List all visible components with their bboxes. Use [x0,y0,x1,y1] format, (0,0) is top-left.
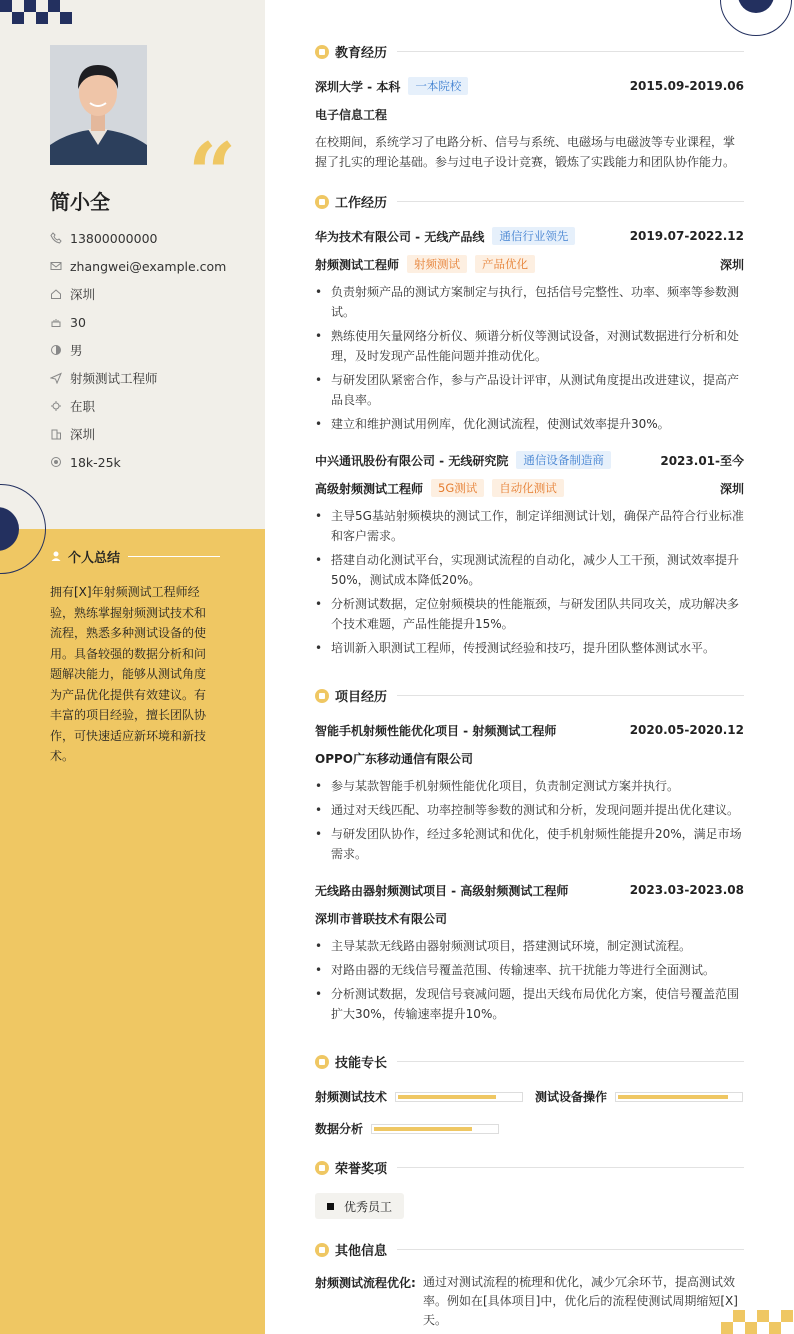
quote-mark: “ [188,124,237,223]
ring-decoration [720,0,792,36]
list-item: • 培训新入职测试工程师，传授测试经验和技巧，提升团队整体测试水平。 [315,638,744,658]
mail-icon [50,260,62,272]
info-city: 深圳 [50,280,260,308]
role-tag: 产品优化 [475,255,535,273]
work-icon [315,195,329,209]
square-bullet-icon [327,1203,334,1210]
job-role-row: 射频测试工程师 射频测试 产品优化 深圳 [315,257,744,272]
education-row: 深圳大学 - 本科 一本院校 2015.09-2019.06 [315,79,744,94]
home-icon [50,288,62,300]
avatar [50,45,147,165]
info-gender: 男 [50,336,260,364]
education-icon [315,45,329,59]
info-email: zhangwei@example.com [50,252,260,280]
profile-name: 简小全 [50,190,110,214]
list-item: • 建立和维护测试用例库，优化测试流程，使测试效率提升30%。 [315,414,744,434]
list-item: • 参与某款智能手机射频性能优化项目，负责制定测试方案并执行。 [315,776,744,796]
info-location: 深圳 [50,420,260,448]
other-label: 射频测试流程优化: [315,1276,416,1290]
skill-item: 测试设备操作 [535,1088,743,1105]
list-item: • 对路由器的无线信号覆盖范围、传输速率、抗干扰能力等进行全面测试。 [315,960,744,980]
role-tag: 5G测试 [431,479,484,497]
major-row: 电子信息工程 [315,107,388,122]
job-role-row: 高级射频测试工程师 5G测试 自动化测试 深圳 [315,481,744,496]
job-company-row: 华为技术有限公司 - 无线产品线 通信行业领先 2019.07-2022.12 [315,229,744,244]
project-row: 无线路由器射频测试项目 - 高级射频测试工程师 2023.03-2023.08 [315,883,744,898]
list-item: • 通过对天线匹配、功率控制等参数的测试和分析，发现问题并提出优化建议。 [315,800,744,820]
info-status: 在职 [50,392,260,420]
info-salary: 18k-25k [50,448,260,476]
info-age: 30 [50,308,260,336]
list-item: • 与研发团队紧密合作，参与产品设计评审，从测试角度提出改进建议，提高产品良率。 [315,370,744,410]
summary-text: 拥有[X]年射频测试工程师经验，熟练掌握射频测试技术和流程，熟悉多种测试设备的使用。具备较强的数据分析和问题解决能力，能够从测试角度为产品优化提供有效建议。有丰富的项目经验，擅长团队协作，可快速适应新环境和新技术。 [50,585,207,763]
list-item: • 与研发团队协作，经过多轮测试和优化，使手机射频性能提升20%，满足市场需求。 [315,824,744,864]
role-tag: 自动化测试 [492,479,564,497]
job-company-row: 中兴通讯股份有限公司 - 无线研究院 通信设备制造商 2023.01-至今 [315,453,744,468]
award-icon [315,1161,329,1175]
skill-bar [395,1092,523,1102]
building-icon [50,428,62,440]
section-projects: 项目经历 [315,686,744,705]
list-item: • 分析测试数据，发现信号衰减问题，提出天线布局优化方案，使信号覆盖范围扩大30%，传输速率提升10%。 [315,984,744,1024]
info-position: 射频测试工程师 [50,364,260,392]
main-content [265,0,794,1334]
skill-item: 射频测试技术 [315,1088,523,1105]
info-phone: 13800000000 [50,224,260,252]
company-tag: 通信设备制造商 [516,451,611,469]
award-badge: 优秀员工 [315,1193,404,1219]
sidebar [0,0,265,1334]
list-item: • 主导某款无线路由器射频测试项目，搭建测试环境，制定测试流程。 [315,936,744,956]
school-tag: 一本院校 [408,77,468,95]
skill-bar [371,1124,499,1134]
checker-decoration [0,0,76,24]
gender-icon [50,344,62,356]
list-item: • 熟练使用矢量网络分析仪、频谱分析仪等测试设备，对测试数据进行分析和处理，及时发现产品性能问题并推动优化。 [315,326,744,366]
list-item: • 分析测试数据，定位射频模块的性能瓶颈，与研发团队共同攻关，成功解决多个技术难题，产品性能提升15%。 [315,594,744,634]
other-text: 通过对测试流程的梳理和优化，减少冗余环节，提高测试效率。例如在[具体项目]中，优化后的流程使测试周期缩短[X]天。 [423,1275,738,1327]
section-awards: 荣誉奖项 [315,1158,744,1177]
list-item: • 负责射频产品的测试方案制定与执行，包括信号完整性、功率、频率等参数测试。 [315,282,744,322]
user-icon [50,547,62,566]
education-desc: 在校期间，系统学习了电路分析、信号与系统、电磁场与电磁波等专业课程，掌握了扎实的理论基础。参与过电子设计竞赛，锻炼了实践能力和团队协作能力。 [315,135,736,169]
list-item: • 主导5G基站射频模块的测试工作，制定详细测试计划，确保产品符合行业标准和客户需求。 [315,506,744,546]
role-tag: 射频测试 [407,255,467,273]
status-icon [50,400,62,412]
skill-icon [315,1055,329,1069]
section-other: 其他信息 [315,1240,744,1259]
info-icon [315,1243,329,1257]
project-company-row: 深圳市普联技术有限公司 [315,911,448,926]
list-item: • 搭建自动化测试平台，实现测试流程的自动化，减少人工干预，测试效率提升50%，测试成本降低20%。 [315,550,744,590]
section-education: 教育经历 [315,42,744,61]
section-skills: 技能专长 [315,1052,744,1071]
summary-heading: 个人总结 [50,547,220,566]
checker-decoration [721,1306,794,1334]
project-icon [315,689,329,703]
project-company-row: OPPO广东移动通信有限公司 [315,751,473,766]
section-work: 工作经历 [315,192,744,211]
send-icon [50,372,62,384]
salary-icon [50,456,62,468]
project-row: 智能手机射频性能优化项目 - 射频测试工程师 2020.05-2020.12 [315,723,744,738]
company-tag: 通信行业领先 [492,227,575,245]
profile-info [50,224,260,476]
age-icon [50,316,62,328]
skill-bar [615,1092,743,1102]
phone-icon [50,232,62,244]
skill-item: 数据分析 [315,1120,499,1137]
